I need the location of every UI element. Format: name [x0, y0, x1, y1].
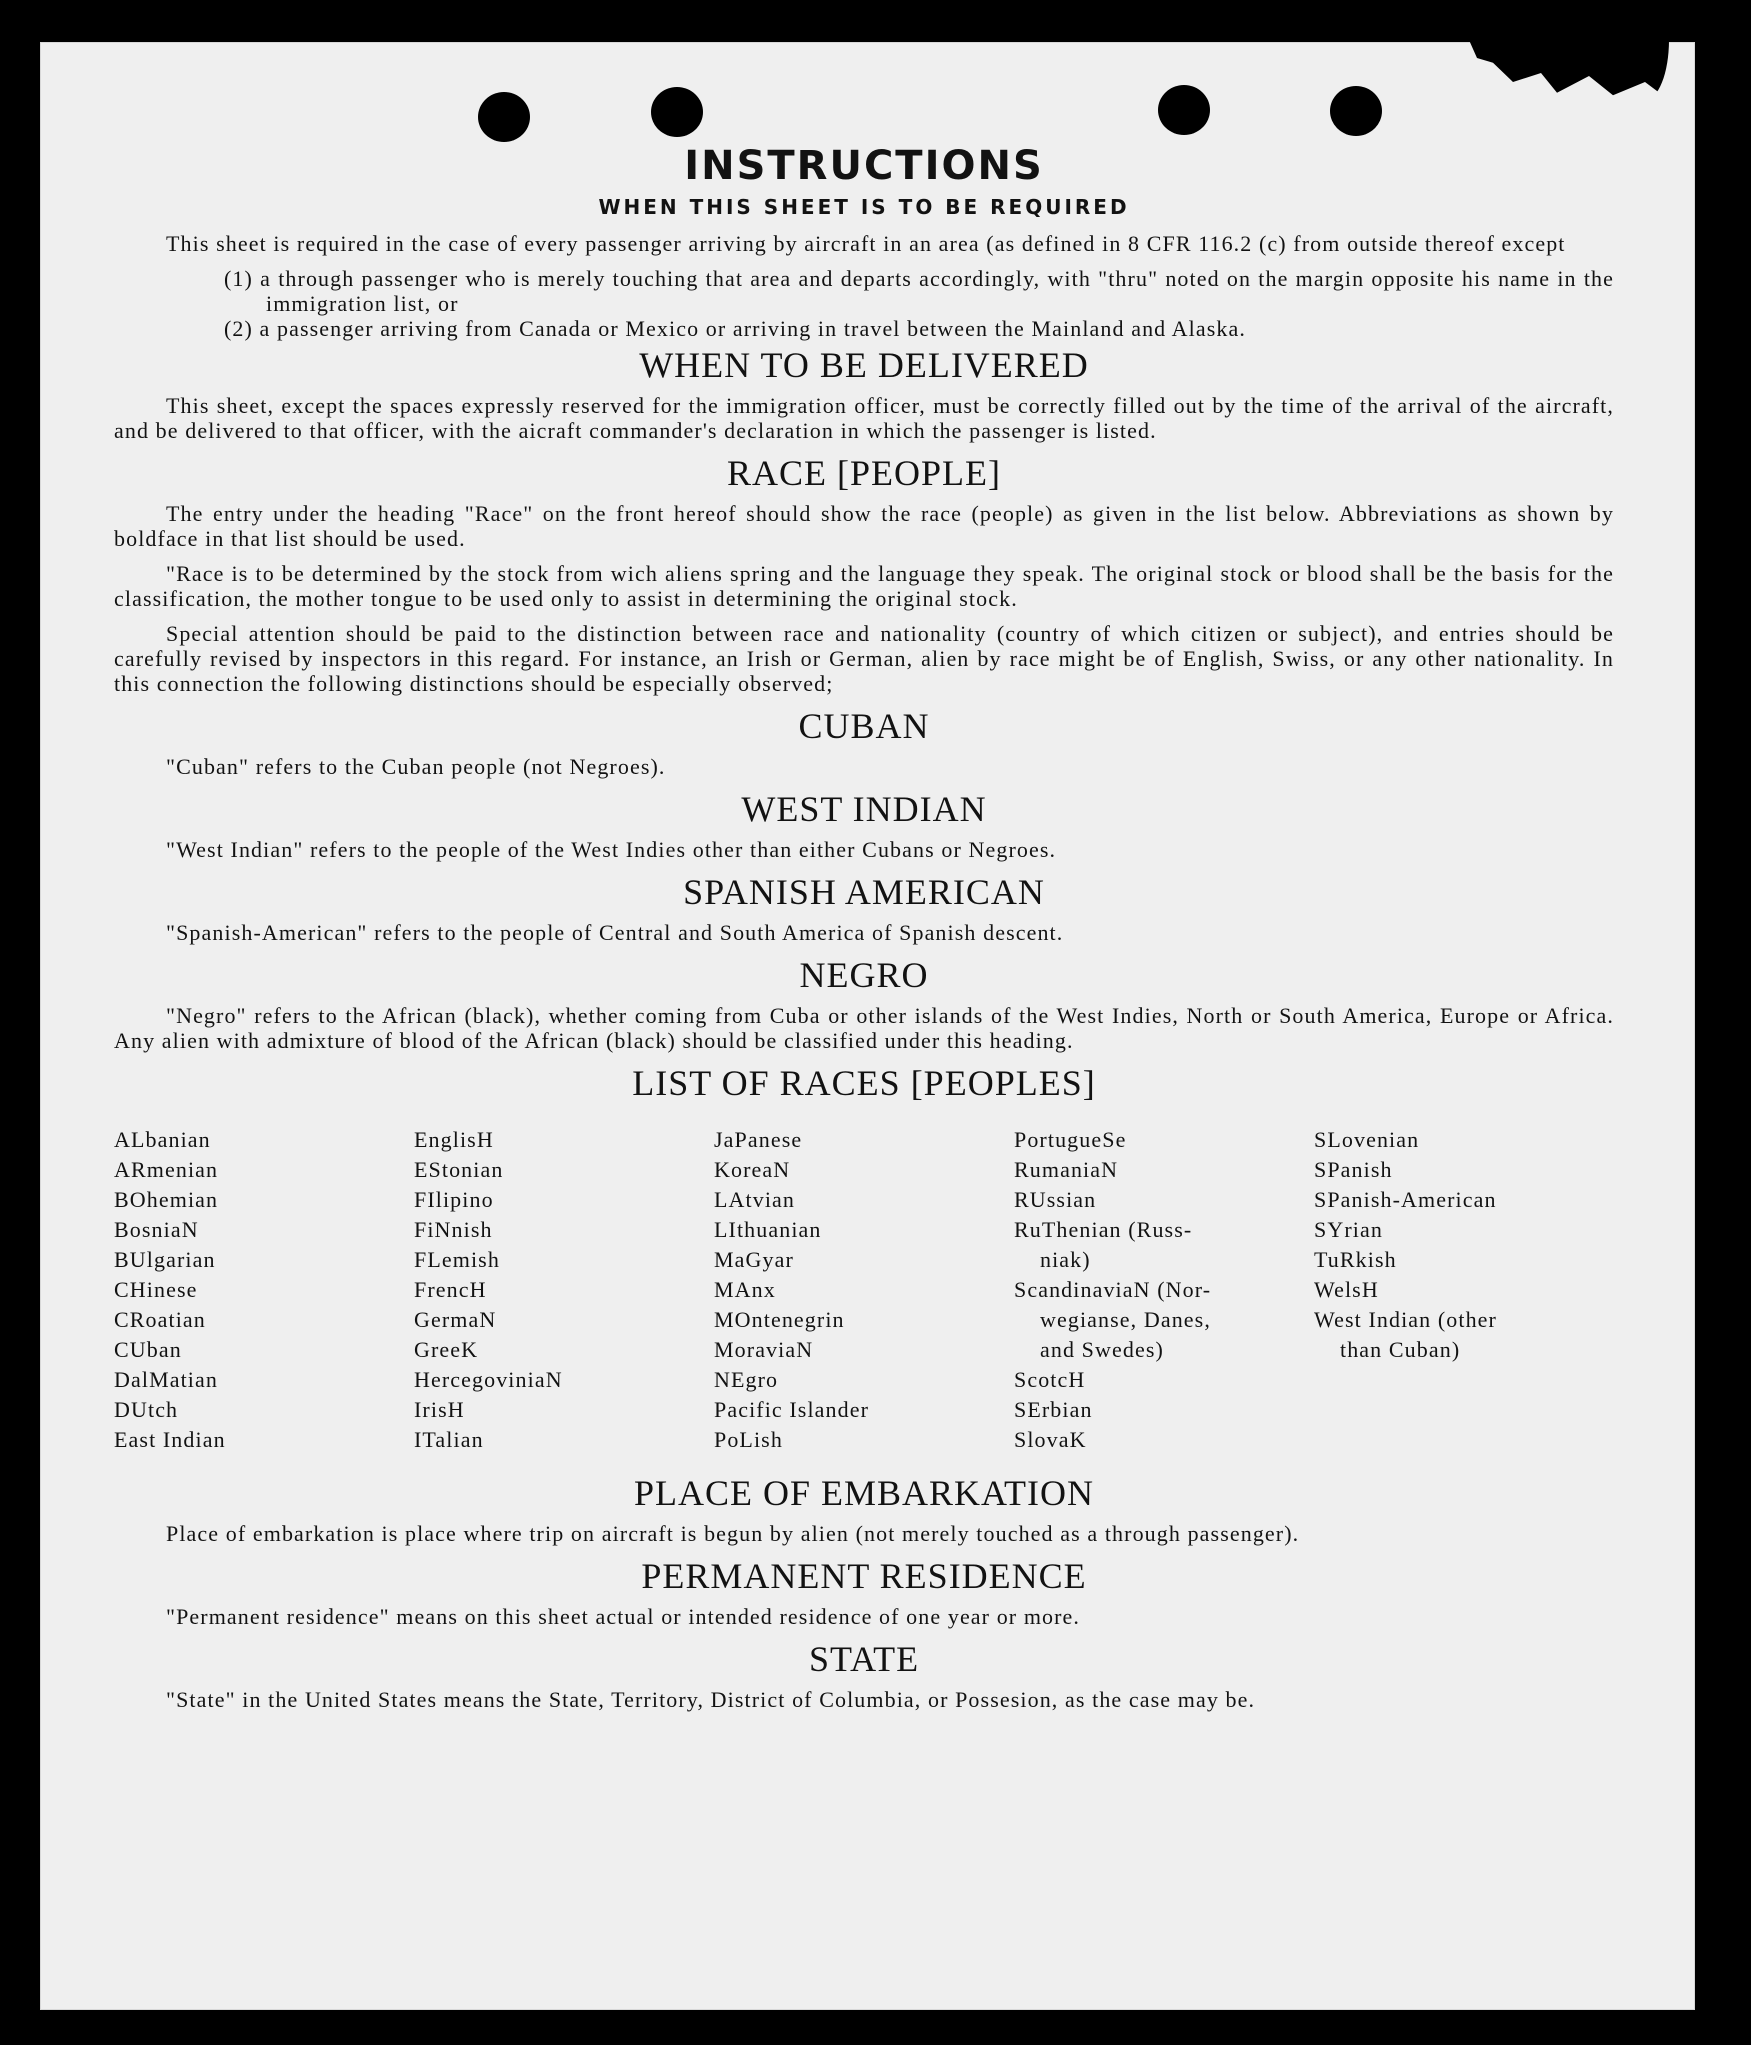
race-entry: LAtvian	[714, 1187, 796, 1212]
race-entry: CHinese	[114, 1277, 198, 1302]
delivered-text: This sheet, except the spaces expressly reserved for the immigration officer, must be correctly filled out by the time of the arrival of the aircraft, and be delivered to that officer, with the aicraft commander's declaration in which the passenger is listed.	[114, 393, 1614, 443]
race-entry: PoLish	[714, 1427, 783, 1452]
punch-hole	[478, 92, 530, 142]
race-entry-continuation: wegianse, Danes,	[1040, 1307, 1211, 1332]
race-para-3: Special attention should be paid to the distinction between race and nationality (country of which citizen or subject), and entries should be carefully revised by inspectors in this regard. For instance, an Irish or German, alien by race might be of English, Swiss, or any other nationality. In this connection the following distinctions should be especially observed;	[114, 621, 1614, 696]
race-list-column	[414, 1125, 714, 1455]
race-entry: ScotcH	[1014, 1367, 1086, 1392]
race-entry: BUlgarian	[114, 1247, 216, 1272]
race-entry: MAnx	[714, 1277, 776, 1302]
race-entry: RumaniaN	[1014, 1157, 1119, 1182]
race-list-column	[1014, 1125, 1314, 1455]
race-entry: GermaN	[414, 1307, 497, 1332]
race-entry-continuation: than Cuban)	[1340, 1337, 1461, 1362]
race-entry: East Indian	[114, 1427, 226, 1452]
when-delivered-heading: WHEN TO BE DELIVERED	[639, 345, 1089, 385]
race-entry: TuRkish	[1314, 1247, 1397, 1272]
race-entry: PortugueSe	[1014, 1127, 1127, 1152]
race-entry: RuThenian (Russ-	[1014, 1217, 1193, 1242]
page-title: INSTRUCTIONS	[684, 143, 1044, 189]
west-indian-text: "West Indian" refers to the people of the West Indies other than either Cubans or Negroes.	[166, 837, 1057, 862]
race-entry: SErbian	[1014, 1397, 1093, 1422]
race-entry: FIlipino	[414, 1187, 494, 1212]
embarkation-heading: PLACE OF EMBARKATION	[633, 1473, 1095, 1513]
race-list-column	[114, 1125, 414, 1455]
race-entry: HercegoviniaN	[414, 1367, 563, 1392]
race-list-column	[1314, 1125, 1614, 1455]
race-entry: SLovenian	[1314, 1127, 1420, 1152]
race-entry: MOntenegrin	[714, 1307, 845, 1332]
cuban-text: "Cuban" refers to the Cuban people (not Negroes).	[166, 754, 666, 779]
race-entry: RUssian	[1014, 1187, 1097, 1212]
negro-text: "Negro" refers to the African (black), whether coming from Cuba or other islands of the West Indies, North or South America, Europe or Africa. Any alien with admixture of blood of the African (black) should be classified under this heading.	[114, 1003, 1614, 1053]
race-entry: LIthuanian	[714, 1217, 822, 1242]
race-entry: CRoatian	[114, 1307, 206, 1332]
race-entry: DUtch	[114, 1397, 179, 1422]
race-entry: IrisH	[414, 1397, 465, 1422]
punch-hole	[1330, 86, 1382, 136]
residence-heading: PERMANENT RESIDENCE	[641, 1556, 1087, 1596]
race-entry: FLemish	[414, 1247, 500, 1272]
race-entry: West Indian (other	[1314, 1307, 1497, 1332]
race-entry: FiNnish	[414, 1217, 493, 1242]
race-entry: SlovaK	[1014, 1427, 1087, 1452]
race-entry: SYrian	[1314, 1217, 1383, 1242]
exception-1: (1) a through passenger who is merely touching that area and departs accordingly, with "thru" noted on the margin opposite his name in the immigration list, or	[224, 266, 1614, 316]
race-entry: DalMatian	[114, 1367, 218, 1392]
race-list-heading: LIST OF RACES [PEOPLES]	[632, 1063, 1096, 1103]
race-entry: SPanish	[1314, 1157, 1393, 1182]
punch-hole	[651, 87, 703, 137]
race-entry: ALbanian	[114, 1127, 211, 1152]
race-entry: Pacific Islander	[714, 1397, 870, 1422]
race-entry: FrencH	[414, 1277, 487, 1302]
race-entry: BosniaN	[114, 1217, 199, 1242]
race-entry: MaGyar	[714, 1247, 794, 1272]
race-entry: WelsH	[1314, 1277, 1379, 1302]
race-para-2: "Race is to be determined by the stock from wich aliens spring and the language they speak. The original stock or blood shall be the basis for the classification, the mother tongue to be used only to assist in determining the original stock.	[114, 561, 1614, 611]
race-entry: ScandinaviaN (Nor-	[1014, 1277, 1212, 1302]
race-entry: KoreaN	[714, 1157, 791, 1182]
race-entry: GreeK	[414, 1337, 479, 1362]
state-heading: STATE	[808, 1639, 920, 1679]
state-text: "State" in the United States means the State, Territory, District of Columbia, or Possesion, as the case may be.	[166, 1687, 1256, 1712]
required-intro: This sheet is required in the case of every passenger arriving by aircraft in an area (as defined in 8 CFR 116.2 (c) from outside thereof except	[166, 231, 1566, 256]
race-para-1: The entry under the heading "Race" on the front hereof should show the race (people) as given in the list below. Abbreviations as shown by boldface in that list should be used.	[114, 501, 1614, 551]
race-entry: EnglisH	[414, 1127, 494, 1152]
race-entry: BOhemian	[114, 1187, 219, 1212]
cuban-heading: CUBAN	[798, 706, 930, 746]
when-required-heading: WHEN THIS SHEET IS TO BE REQUIRED	[598, 195, 1130, 219]
race-entry: NEgro	[714, 1367, 779, 1392]
negro-heading: NEGRO	[799, 955, 929, 995]
race-entry: ITalian	[414, 1427, 484, 1452]
race-entry: CUban	[114, 1337, 182, 1362]
spanish-american-heading: SPANISH AMERICAN	[683, 872, 1045, 912]
document-page	[40, 42, 1695, 2010]
punch-hole	[1158, 85, 1210, 135]
race-entry: EStonian	[414, 1157, 504, 1182]
race-entry: SPanish-American	[1314, 1187, 1497, 1212]
torn-corner	[1469, 40, 1669, 100]
instructions-content	[114, 142, 1614, 1722]
race-entry: ARmenian	[114, 1157, 219, 1182]
race-list-column	[714, 1125, 1014, 1455]
race-list	[114, 1125, 1614, 1455]
race-entry: JaPanese	[714, 1127, 803, 1152]
race-entry: MoraviaN	[714, 1337, 814, 1362]
exception-2: (2) a passenger arriving from Canada or Mexico or arriving in travel between the Mainland and Alaska.	[224, 316, 1246, 341]
race-heading: RACE [PEOPLE]	[727, 453, 1001, 493]
residence-text: "Permanent residence" means on this sheet actual or intended residence of one year or more.	[166, 1604, 1081, 1629]
race-entry-continuation: and Swedes)	[1040, 1337, 1164, 1362]
race-entry-continuation: niak)	[1040, 1247, 1091, 1272]
embarkation-text: Place of embarkation is place where trip on aircraft is begun by alien (not merely touched as a through passenger).	[166, 1521, 1300, 1546]
west-indian-heading: WEST INDIAN	[741, 789, 987, 829]
spanish-american-text: "Spanish-American" refers to the people of Central and South America of Spanish descent.	[166, 920, 1064, 945]
